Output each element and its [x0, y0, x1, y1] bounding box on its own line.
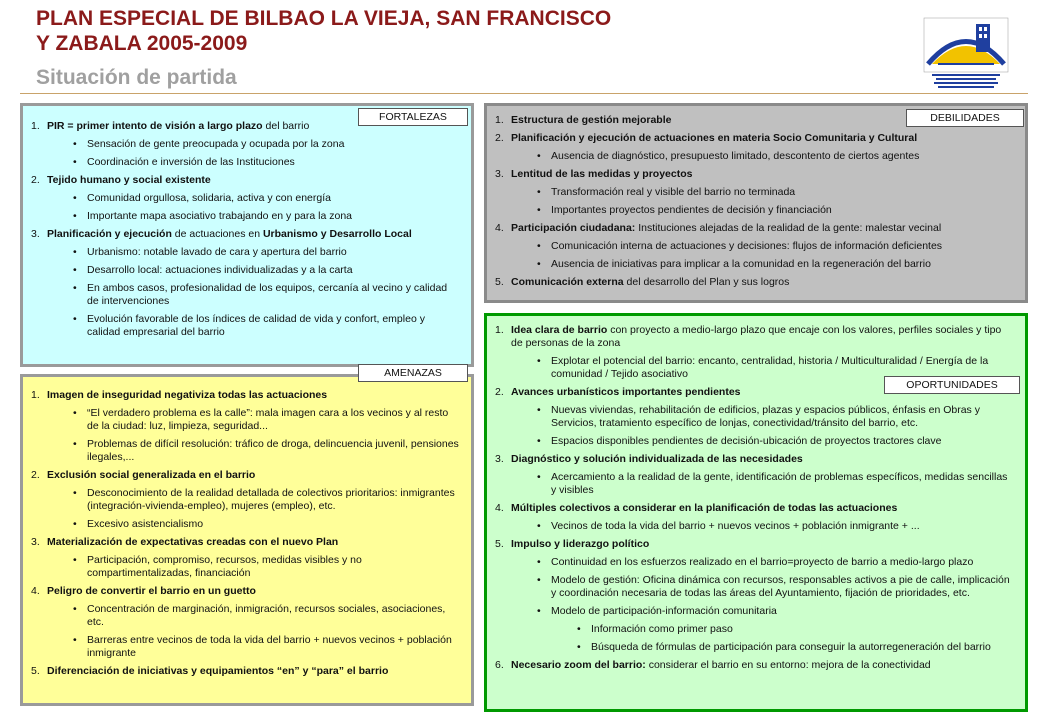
sub-sub-item: • Búsqueda de fórmulas de participación para conseguir la autorregeneración del barrio [575, 641, 1015, 654]
sub-sub-item: • Información como primer paso [575, 623, 1015, 636]
list-item [31, 228, 461, 339]
sub-item: • Evolución favorable de los índices de calidad de vida y confort, empleo y calidad empresarial del barrio [71, 313, 461, 339]
list-item [31, 536, 461, 580]
sub-item: • Sensación de gente preocupada y ocupada por la zona [71, 138, 461, 151]
item-number: 4. [495, 502, 504, 514]
fortalezas-list [31, 120, 461, 339]
item-number: 3. [31, 536, 40, 548]
logo-caption [932, 74, 1000, 88]
item-text: considerar el barrio en su entorno: mejora de la conectividad [645, 659, 931, 671]
list-item [495, 453, 1015, 497]
sub-item: • Ausencia de iniciativas para implicar a la comunidad en la regeneración del barrio [535, 258, 1015, 271]
item-heading: Tejido humano y social existente [47, 174, 211, 186]
sub-item: • En ambos casos, profesionalidad de los equipos, cercanía al vecino y calidad de intervenciones [71, 282, 461, 308]
amenazas-label: AMENAZAS [358, 364, 468, 382]
sub-list [511, 150, 1015, 163]
sub-item: • Problemas de difícil resolución: tráfico de droga, delincuencia juvenil, pensiones ilegales,... [71, 438, 461, 464]
item-heading: PIR = primer intento de visión a largo plazo [47, 120, 263, 132]
sub-item: • Continuidad en los esfuerzos realizado en el barrio=proyecto de barrio a medio-largo plazo [535, 556, 1015, 569]
item-number: 2. [495, 386, 504, 398]
sub-item: • Modelo de gestión: Oficina dinámica con recursos, responsables activos a pie de calle, implicación y coordinación necesaria de todas las áreas del Ayuntamiento, fijación de prioridades, etc. [535, 574, 1015, 600]
item-number: 3. [31, 228, 40, 240]
item-heading: Diferenciación de iniciativas y equipamientos “en” y “para” el barrio [47, 665, 389, 677]
item-number: 1. [495, 324, 504, 336]
item-number: 2. [31, 469, 40, 481]
debilidades-label: DEBILIDADES [906, 109, 1024, 127]
item-heading: Avances urbanísticos importantes pendientes [511, 386, 741, 398]
sub-item: • Transformación real y visible del barrio no terminada [535, 186, 1015, 199]
sub-item: • Desconocimiento de la realidad detallada de colectivos prioritarios: inmigrantes (integración-vivienda-empleo), mujeres (empleo), etc. [71, 487, 461, 513]
sub-item: • Importante mapa asociativo trabajando en y para la zona [71, 210, 461, 223]
sub-item: • Concentración de marginación, inmigración, recursos sociales, asociaciones, etc. [71, 603, 461, 629]
sub-item: • Comunicación interna de actuaciones y decisiones: flujos de información deficientes [535, 240, 1015, 253]
amenazas-list [31, 389, 461, 678]
list-item [495, 324, 1015, 381]
plan-logo [918, 14, 1014, 100]
sub-list [511, 520, 1015, 533]
item-heading: Participación ciudadana: [511, 222, 636, 234]
item-heading: Comunicación externa [511, 276, 624, 288]
item-number: 4. [495, 222, 504, 234]
list-item [495, 276, 1015, 289]
oportunidades-panel [484, 313, 1028, 712]
header-divider [20, 93, 1028, 94]
item-heading: Estructura de gestión mejorable [511, 114, 672, 126]
sub-item: • Comunidad orgullosa, solidaria, activa y con energía [71, 192, 461, 205]
list-item [495, 222, 1015, 271]
list-item [31, 585, 461, 660]
debilidades-list [495, 114, 1015, 289]
sub-list [511, 404, 1015, 448]
sub-list [511, 240, 1015, 271]
sub-item: • Desarrollo local: actuaciones individualizadas y a la carta [71, 264, 461, 277]
item-heading-2: Urbanismo y Desarrollo Local [262, 228, 412, 240]
sub-list [47, 554, 461, 580]
item-number: 6. [495, 659, 504, 671]
item-number: 4. [31, 585, 40, 597]
sub-item: • Ausencia de diagnóstico, presupuesto limitado, descontento de ciertos agentes [535, 150, 1015, 163]
list-item [495, 502, 1015, 533]
item-text: del desarrollo del Plan y sus logros [623, 276, 790, 288]
item-text: de actuaciones en [171, 228, 263, 240]
title-line-1: PLAN ESPECIAL DE BILBAO LA VIEJA, SAN FRANCISCO [36, 7, 612, 30]
sub-item: • Vecinos de toda la vida del barrio + nuevos vecinos + población inmigrante + ... [535, 520, 1015, 533]
item-text: Instituciones alejadas de la realidad de la gente: malestar vecinal [635, 222, 942, 234]
item-number: 1. [31, 389, 40, 401]
sub-item: • Barreras entre vecinos de toda la vida del barrio + nuevos vecinos + población inmigrante [71, 634, 461, 660]
list-item [495, 132, 1015, 163]
sub-list [47, 487, 461, 531]
list-item [31, 174, 461, 223]
item-heading: Materialización de expectativas creadas con el nuevo Plan [47, 536, 339, 548]
item-text: con proyecto a medio-largo plazo que encaje con los valores, perfiles sociales y tipo de personas de la zona [511, 324, 1002, 349]
item-number: 1. [31, 120, 40, 132]
sub-sub-list [551, 623, 1015, 654]
debilidades-panel [484, 103, 1028, 303]
sub-list [47, 138, 461, 169]
item-number: 2. [31, 174, 40, 186]
sub-item: • Acercamiento a la realidad de la gente, identificación de problemas específicos, medidas sencillas y visibles [535, 471, 1015, 497]
amenazas-panel [20, 374, 474, 706]
list-item [31, 665, 461, 678]
list-item [495, 168, 1015, 217]
item-number: 5. [31, 665, 40, 677]
item-heading: Impulso y liderazgo político [511, 538, 650, 550]
item-heading: Idea clara de barrio [511, 324, 608, 336]
item-heading: Peligro de convertir el barrio en un guetto [47, 585, 256, 597]
list-item [495, 659, 1015, 672]
sub-item: • Coordinación e inversión de las Instituciones [71, 156, 461, 169]
item-heading: Exclusión social generalizada en el barrio [47, 469, 256, 481]
sub-list [47, 246, 461, 339]
item-number: 3. [495, 453, 504, 465]
title-line-2: Y ZABALA 2005-2009 [36, 32, 248, 55]
item-number: 5. [495, 276, 504, 288]
page-subtitle: Situación de partida [36, 66, 237, 89]
item-heading: Planificación y ejecución de actuaciones en materia Socio Comunitaria y Cultural [511, 132, 918, 144]
sub-item: • Modelo de participación-información comunitaria • Información como primer paso • Búsqueda de fórmulas de participación para conseguir la autorregeneración del barrio [535, 605, 1015, 654]
fortalezas-panel [20, 103, 474, 367]
sub-item: • Participación, compromiso, recursos, medidas visibles y no compartimentalizadas, financiación [71, 554, 461, 580]
sub-list [47, 407, 461, 464]
list-item [31, 120, 461, 169]
item-number: 2. [495, 132, 504, 144]
item-heading: Lentitud de las medidas y proyectos [511, 168, 693, 180]
sub-item: • Nuevas viviendas, rehabilitación de edificios, plazas y espacios públicos, énfasis en Obras y Servicios, tratamiento específico de lonjas, conectividad/tránsito del barrio, etc. [535, 404, 1015, 430]
item-heading: Diagnóstico y solución individualizada de las necesidades [511, 453, 803, 465]
sub-list [511, 186, 1015, 217]
sub-list [47, 192, 461, 223]
item-heading: Imagen de inseguridad negativiza todas las actuaciones [47, 389, 328, 401]
list-item [495, 538, 1015, 654]
list-item [495, 386, 1015, 448]
list-item [31, 469, 461, 531]
sub-list [511, 471, 1015, 497]
page-title [36, 6, 611, 56]
sub-item: • “El verdadero problema es la calle”: mala imagen cara a los vecinos y al resto de la ciudad: luz, limpieza, seguridad... [71, 407, 461, 433]
sub-item: • Espacios disponibles pendientes de decisión-ubicación de proyectos tractores clave [535, 435, 1015, 448]
list-item [31, 389, 461, 464]
item-text: del barrio [262, 120, 310, 132]
item-number: 5. [495, 538, 504, 550]
item-number: 1. [495, 114, 504, 126]
sub-list [47, 603, 461, 660]
sub-item: • Explotar el potencial del barrio: encanto, centralidad, historia / Multiculturalidad / Energía de la comunidad / Tejido asociativo [535, 355, 1015, 381]
item-heading: Múltiples colectivos a considerar en la planificación de todas las actuaciones [511, 502, 898, 514]
sub-item: • Importantes proyectos pendientes de decisión y financiación [535, 204, 1015, 217]
sub-item: • Urbanismo: notable lavado de cara y apertura del barrio [71, 246, 461, 259]
oportunidades-label: OPORTUNIDADES [884, 376, 1020, 394]
fortalezas-label: FORTALEZAS [358, 108, 468, 126]
sub-list [511, 556, 1015, 654]
item-heading: Planificación y ejecución [47, 228, 172, 240]
item-heading: Necesario zoom del barrio: [511, 659, 646, 671]
item-number: 3. [495, 168, 504, 180]
sub-item: • Excesivo asistencialismo [71, 518, 461, 531]
